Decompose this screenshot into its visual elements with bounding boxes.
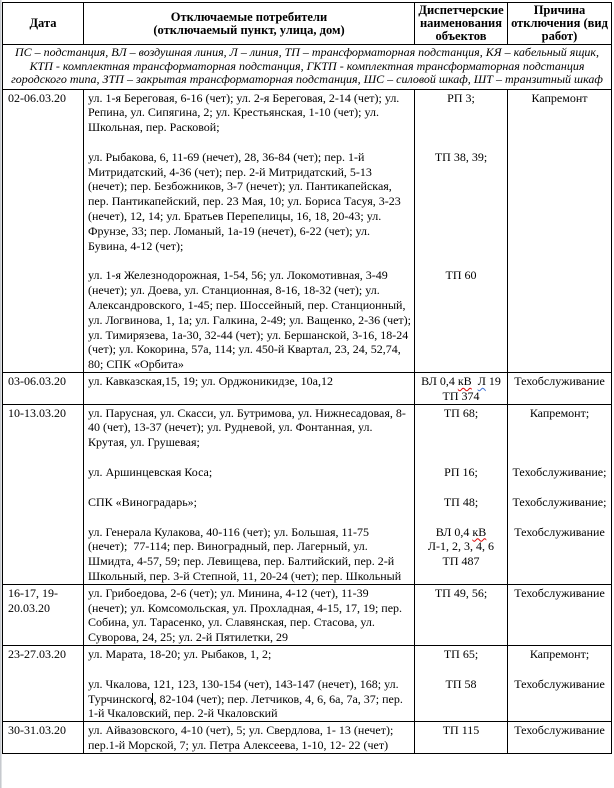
dispatcher-cell: РП 3; (415, 90, 508, 149)
grammarcheck-underline: Л (477, 374, 486, 389)
dispatcher-line (416, 374, 506, 389)
reason-cell: Капремонт; (529, 647, 590, 661)
legend-note: ПС – подстанция, ВЛ – воздушная линия, Л – линия, ТП – трансформаторная подстанция, КЯ – кабельный ящик, КТП - комплектная трансформаторная подстанция, ГКТП - комплектная трансформаторная подстанция городского типа, ЗТП – закрытая трансформаторная подстанция, ШС – силовой шкаф, ШТ – транзитный шкаф (3, 45, 611, 90)
consumers-cell: ул. 1-я Железнодорожная, 1-54, 56; ул. Локомотивная, 3-49 (нечет); ул. Доева, ул. Станционная, 8-16, 18-32 (чет); ул. Александровского, 1-45; пер. Шоссейный, пер. Станционный, ул. Логвинова, 1, 1а; ул. Галкина, 2-49; ул. Ващенко, 2-36 (чет); ул. Тимирязева, 1а-30, 32-44 (чет); ул. Бершанской, 3-16, 18-24 (чет); ул. Кокорина, 57а, 114; ул. 450-й Квартал, 23, 24, 52,74, 80; СПК «Орбита» (84, 267, 415, 372)
dispatcher-cell: ТП 49, 56; (415, 585, 508, 645)
dispatcher-text: ВЛ 0,4 (435, 524, 473, 539)
consumers-cell: ул. Айвазовского, 4-10 (чет), 5; ул. Свердлова, 1- 13 (нечет); пер.1-й Морской, 7; ул. Петра Алексеева, 1-10, 12- 22 (чет) (84, 722, 415, 753)
dispatcher-cell: РП 16; (415, 464, 508, 494)
spellcheck-underline: кВ (457, 374, 472, 389)
date-cell (3, 149, 84, 268)
dispatcher-cell (415, 373, 508, 404)
header-dispatcher: Диспетчерские наименования объектов (415, 3, 508, 44)
consumers-text: , 82-104 (чет); пер. Летчиков, 4, 6, 6а, 7а, 37; пер. 1-й Чкаловский, пер. 2-й Чкаловский (88, 691, 406, 721)
table-row (3, 646, 611, 722)
dispatcher-line: ТП 487 (442, 554, 480, 569)
reason-cell: Капремонт; (529, 405, 590, 420)
consumers-cell: ул. Марата, 18-20; ул. Рыбаков, 1, 2; (84, 646, 415, 676)
date-cell: 02-06.03.20 (3, 90, 84, 149)
dispatcher-cell: ТП 65; (415, 646, 508, 676)
dispatcher-cell: ТП 48; (415, 494, 508, 524)
reason-cell (508, 267, 611, 372)
header-reason: Причина отключения (вид работ) (511, 3, 608, 43)
consumers-cell (84, 676, 415, 721)
table-row (3, 722, 611, 753)
dispatcher-line: Л-1, 2, 3, 4, 6 (427, 539, 495, 554)
table-row (3, 585, 611, 646)
header-date: Дата (3, 3, 84, 44)
dispatcher-cell (415, 524, 508, 584)
date-cell: 10-13.03.20 (3, 405, 84, 464)
date-cell (3, 464, 84, 494)
consumers-cell: ул. Генерала Кулакова, 40-116 (чет); ул. Большая, 11-75 (нечет); 77-114; пер. Виноградный, пер. Лагерный, ул. Шмидта, 4-57, 59; пер. Левищева, пер. Балтийский, пер. 2-й Школьный, пер. 3-й Степной, 11, 20-24 (чет); пер. Школьный (84, 524, 415, 584)
dispatcher-cell: ТП 60 (415, 267, 508, 372)
reason-cell: Техобслуживание (514, 676, 605, 691)
date-cell (3, 524, 84, 584)
date-cell: 30-31.03.20 (3, 722, 84, 753)
date-cell: 03-06.03.20 (3, 373, 84, 404)
header-consumers (84, 3, 415, 44)
table-row (3, 405, 611, 585)
reason-cell: Техобслуживание; (512, 465, 607, 480)
reason-cell: Техобслуживание (514, 374, 605, 389)
date-cell (3, 676, 84, 721)
consumers-cell: ул. Кавказская,15, 19; ул. Орджоникидзе, 10а,12 (84, 373, 415, 404)
dispatcher-line (416, 525, 506, 540)
power-outage-table (2, 2, 612, 754)
table-header-row (3, 3, 611, 45)
dispatcher-cell: ТП 38, 39; (415, 149, 508, 268)
reason-cell: Техобслуживание; (512, 494, 607, 509)
reason-cell (508, 149, 611, 268)
spellcheck-underline: кВ (472, 524, 487, 539)
reason-cell: Капремонт (531, 90, 588, 105)
table-row (3, 373, 611, 405)
table-row (3, 90, 611, 374)
date-cell (3, 267, 84, 372)
consumers-cell: ул. Аршинцевская Коса; (84, 464, 415, 494)
dispatcher-cell: ТП 58 (415, 676, 508, 721)
header-consumers-line1: Отключаемые потребители (170, 9, 328, 24)
consumers-cell: ул. Парусная, ул. Скасси, ул. Бутримова, ул. Нижнесадовая, 8-40 (чет), 13-37 (нечет); ул. Рудневой, ул. Фонтанная, ул. Крутая, ул. Грушевая; (84, 405, 415, 464)
date-cell: 16-17, 19-20.03.20 (3, 585, 84, 645)
consumers-text: ул. Чкалова, 121, 123, 130-154 (чет), 143-147 (нечет), 168; ул. Турчинского (88, 676, 402, 706)
dispatcher-cell: ТП 115 (415, 722, 508, 753)
header-consumers-line2: (отключаемый пункт, улица, дом) (153, 22, 345, 37)
consumers-cell: ул. 1-я Береговая, 6-16 (чет); ул. 2-я Береговая, 2-14 (чет); ул. Репина, ул. Сипягина, 2; ул. Крестьянская, 1-10 (чет); ул. Школьная, пер. Расковой; (84, 90, 415, 149)
consumers-cell: ул. Рыбакова, 6, 11-69 (нечет), 28, 36-84 (чет); пер. 1-й Митридатский, 4-36 (чет); пер. 2-й Митридатский, 5-13 (нечет); пер. Безбожников, 3-7 (нечет); ул. Пантикапейская, пер. Пантикапейский, пер. 23 Мая, 10; ул. Бориса Тасуя, 3-23 (нечет), 12, 14; ул. Братьев Перепелицы, 16, 18, 20-43; ул. Фрунзе, 33; пер. Ломаный, 1а-19 (нечет), 6-22 (чет); ул. Бувина, 4-12 (чет); (84, 149, 415, 268)
consumers-cell: СПК «Виноградарь»; (84, 494, 415, 524)
date-cell: 23-27.03.20 (3, 646, 84, 676)
dispatcher-text: ВЛ 0,4 (421, 374, 458, 389)
dispatcher-line: ТП 374 (442, 388, 480, 403)
dispatcher-text: 19 (485, 374, 501, 389)
reason-cell: Техобслуживание (514, 524, 605, 539)
consumers-cell: ул. Грибоедова, 2-6 (чет); ул. Минина, 4-12 (чет), 11-39 (нечет); ул. Комсомольская, ул. Прохладная, 4-15, 17, 19; пер. Собина, ул. Тарасенко, ул. Славянская, пер. Стасова, ул. Суворова, 24, 25; ул. 2-й Пятилетки, 29 (84, 585, 415, 645)
reason-cell: Техобслуживание (514, 723, 605, 738)
dispatcher-cell: ТП 68; (415, 405, 508, 464)
reason-cell: Техобслуживание (514, 585, 605, 600)
date-cell (3, 494, 84, 524)
